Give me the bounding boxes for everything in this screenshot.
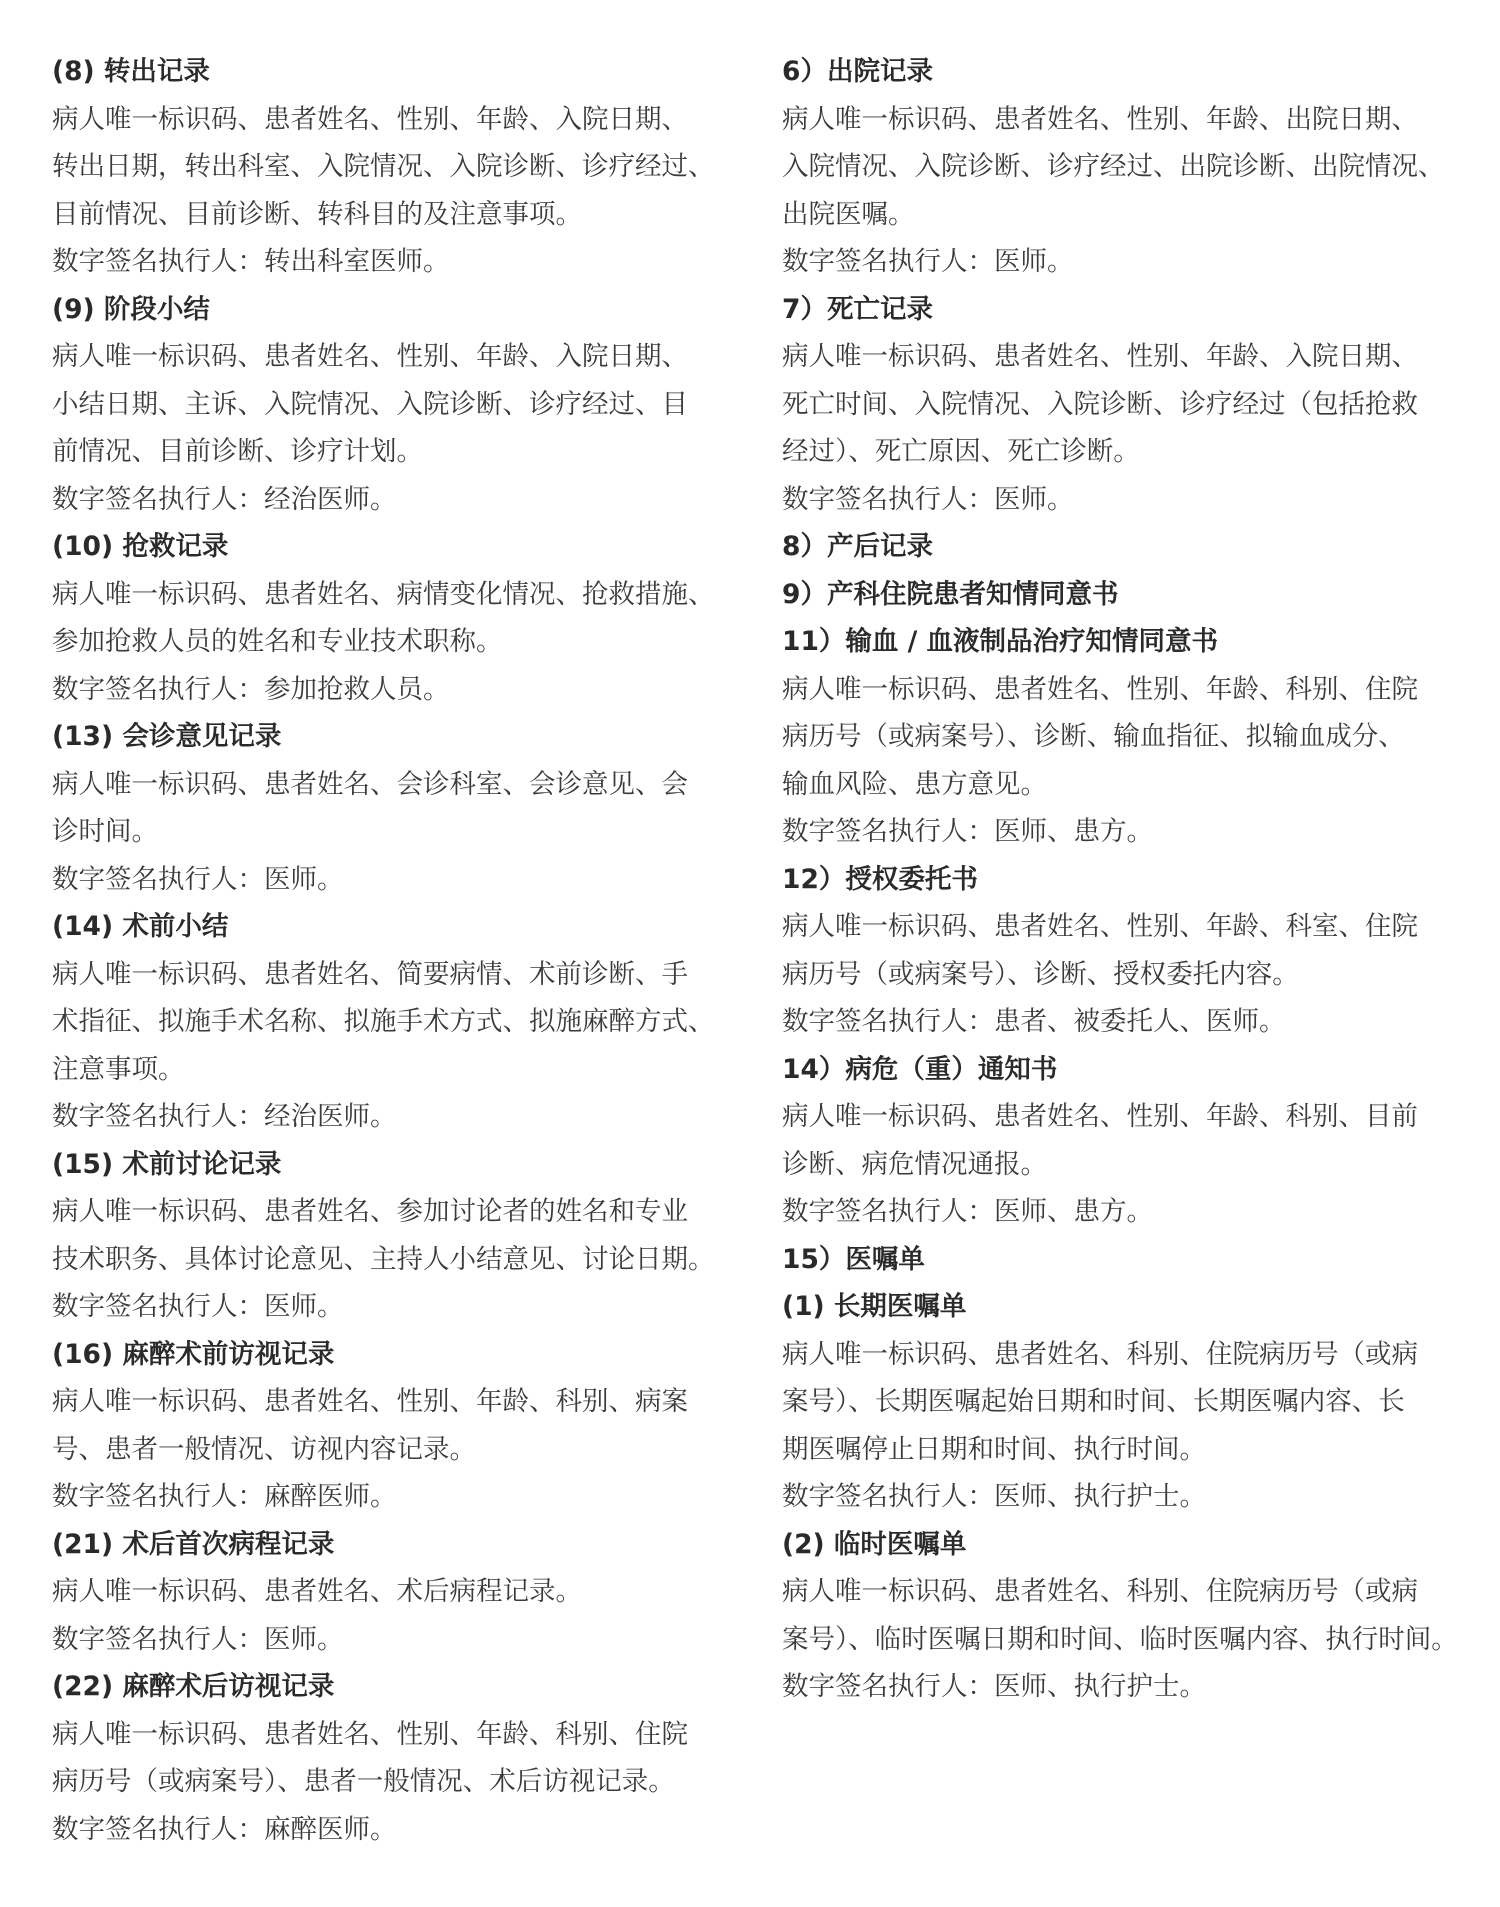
paragraph-line: 案号）、临时医嘱日期和时间、临时医嘱内容、执行时间。 — [782, 1623, 1458, 1655]
section-heading: (14) 术前小结 — [52, 911, 229, 942]
section-heading: 11）输血 / 血液制品治疗知情同意书 — [782, 626, 1219, 657]
paragraph-line: 数字签名执行人：转出科室医师。 — [52, 246, 450, 277]
paragraph-line: 病人唯一标识码、患者姓名、性别、年龄、科别、病案 — [52, 1386, 688, 1417]
section-heading: (2) 临时医嘱单 — [782, 1528, 967, 1560]
paragraph-line: 输血风险、患方意见。 — [782, 768, 1047, 800]
section-heading: (9) 阶段小结 — [52, 293, 210, 325]
paragraph-line: 目前情况、目前诊断、转科目的及注意事项。 — [52, 198, 582, 230]
paragraph-line: 病人唯一标识码、患者姓名、病情变化情况、抢救措施、 — [52, 578, 715, 610]
paragraph-line: 数字签名执行人：医师。 — [52, 1291, 344, 1322]
paragraph-line: 数字签名执行人：医师、患方。 — [782, 1196, 1153, 1227]
section-heading: (16) 麻醉术前访视记录 — [52, 1338, 335, 1370]
paragraph-line: 术指征、拟施手术名称、拟施手术方式、拟施麻醉方式、 — [52, 1006, 715, 1037]
paragraph-line: 病人唯一标识码、患者姓名、性别、年龄、入院日期、 — [52, 341, 688, 372]
section-heading: (15) 术前讨论记录 — [52, 1148, 282, 1180]
paragraph-line: 期医嘱停止日期和时间、执行时间。 — [782, 1433, 1206, 1465]
section-heading: (10) 抢救记录 — [52, 531, 229, 562]
paragraph-line: 死亡时间、入院情况、入院诊断、诊疗经过（包括抢救 — [782, 388, 1418, 420]
paragraph-line: 诊断、病危情况通报。 — [782, 1148, 1047, 1180]
paragraph-line: 病人唯一标识码、患者姓名、科别、住院病历号（或病 — [782, 1338, 1418, 1370]
section-heading: (21) 术后首次病程记录 — [52, 1528, 335, 1560]
paragraph-line: 转出日期，转出科室、入院情况、入院诊断、诊疗经过、 — [52, 151, 715, 182]
section-heading: (22) 麻醉术后访视记录 — [52, 1671, 335, 1702]
paragraph-line: 病人唯一标识码、患者姓名、性别、年龄、出院日期、 — [782, 103, 1418, 135]
paragraph-line: 小结日期、主诉、入院情况、入院诊断、诊疗经过、目 — [52, 388, 688, 420]
paragraph-line: 病人唯一标识码、患者姓名、简要病情、术前诊断、手 — [52, 958, 688, 990]
paragraph-line: 数字签名执行人：麻醉医师。 — [52, 1481, 397, 1512]
paragraph-line: 病历号（或病案号）、诊断、授权委托内容。 — [782, 958, 1299, 990]
section-heading: (13) 会诊意见记录 — [52, 721, 282, 752]
paragraph-line: 病人唯一标识码、患者姓名、科别、住院病历号（或病 — [782, 1576, 1418, 1607]
section-heading: 15）医嘱单 — [782, 1243, 925, 1275]
paragraph-line: 诊时间。 — [52, 816, 158, 847]
paragraph-line: 病历号（或病案号）、诊断、输血指征、拟输血成分、 — [782, 721, 1405, 752]
section-heading: 7）死亡记录 — [782, 293, 933, 325]
section-heading: 8）产后记录 — [782, 531, 933, 562]
paragraph-line: 数字签名执行人：医师。 — [782, 483, 1074, 515]
section-heading: 14）病危（重）通知书 — [782, 1053, 1058, 1085]
paragraph-line: 数字签名执行人：麻醉医师。 — [52, 1813, 397, 1845]
paragraph-line: 病人唯一标识码、患者姓名、性别、年龄、科室、住院 — [782, 911, 1418, 942]
paragraph-line: 数字签名执行人：医师、患方。 — [782, 816, 1153, 847]
paragraph-line: 技术职务、具体讨论意见、主持人小结意见、讨论日期。 — [52, 1243, 715, 1275]
paragraph-line: 数字签名执行人：医师、执行护士。 — [782, 1671, 1206, 1702]
paragraph-line: 数字签名执行人：医师。 — [52, 1623, 344, 1655]
paragraph-line: 病人唯一标识码、患者姓名、性别、年龄、科别、住院 — [782, 673, 1418, 705]
section-heading: (8) 转出记录 — [52, 56, 210, 87]
paragraph-line: 病人唯一标识码、患者姓名、会诊科室、会诊意见、会 — [52, 768, 688, 800]
paragraph-line: 数字签名执行人：医师。 — [782, 246, 1074, 277]
section-heading: 6）出院记录 — [782, 56, 933, 87]
paragraph-line: 经过）、死亡原因、死亡诊断。 — [782, 436, 1140, 467]
section-heading: 12）授权委托书 — [782, 863, 978, 895]
paragraph-line: 病历号（或病案号）、患者一般情况、术后访视记录。 — [52, 1766, 675, 1797]
paragraph-line: 前情况、目前诊断、诊疗计划。 — [52, 436, 423, 467]
paragraph-line: 病人唯一标识码、患者姓名、性别、年龄、科别、住院 — [52, 1718, 688, 1750]
paragraph-line: 数字签名执行人：医师、执行护士。 — [782, 1481, 1206, 1512]
right-column — [782, 48, 1472, 1711]
paragraph-line: 注意事项。 — [52, 1053, 185, 1085]
left-column — [52, 48, 742, 1853]
paragraph-line: 病人唯一标识码、患者姓名、性别、年龄、入院日期、 — [782, 341, 1418, 372]
paragraph-line: 参加抢救人员的姓名和专业技术职称。 — [52, 626, 503, 657]
paragraph-line: 入院情况、入院诊断、诊疗经过、出院诊断、出院情况、 — [782, 151, 1445, 182]
paragraph-line: 数字签名执行人：参加抢救人员。 — [52, 673, 450, 705]
paragraph-line: 数字签名执行人：患者、被委托人、医师。 — [782, 1006, 1286, 1037]
paragraph-line: 案号）、长期医嘱起始日期和时间、长期医嘱内容、长 — [782, 1386, 1405, 1417]
paragraph-line: 号、患者一般情况、访视内容记录。 — [52, 1433, 476, 1465]
section-heading: (1) 长期医嘱单 — [782, 1291, 967, 1322]
paragraph-line: 病人唯一标识码、患者姓名、参加讨论者的姓名和专业 — [52, 1196, 688, 1227]
paragraph-line: 病人唯一标识码、患者姓名、性别、年龄、科别、目前 — [782, 1101, 1418, 1132]
paragraph-line: 病人唯一标识码、患者姓名、术后病程记录。 — [52, 1576, 582, 1607]
paragraph-line: 出院医嘱。 — [782, 198, 915, 230]
section-heading: 9）产科住院患者知情同意书 — [782, 578, 1119, 610]
paragraph-line: 病人唯一标识码、患者姓名、性别、年龄、入院日期、 — [52, 103, 688, 135]
paragraph-line: 数字签名执行人：经治医师。 — [52, 1101, 397, 1132]
paragraph-line: 数字签名执行人：经治医师。 — [52, 483, 397, 515]
paragraph-line: 数字签名执行人：医师。 — [52, 863, 344, 895]
